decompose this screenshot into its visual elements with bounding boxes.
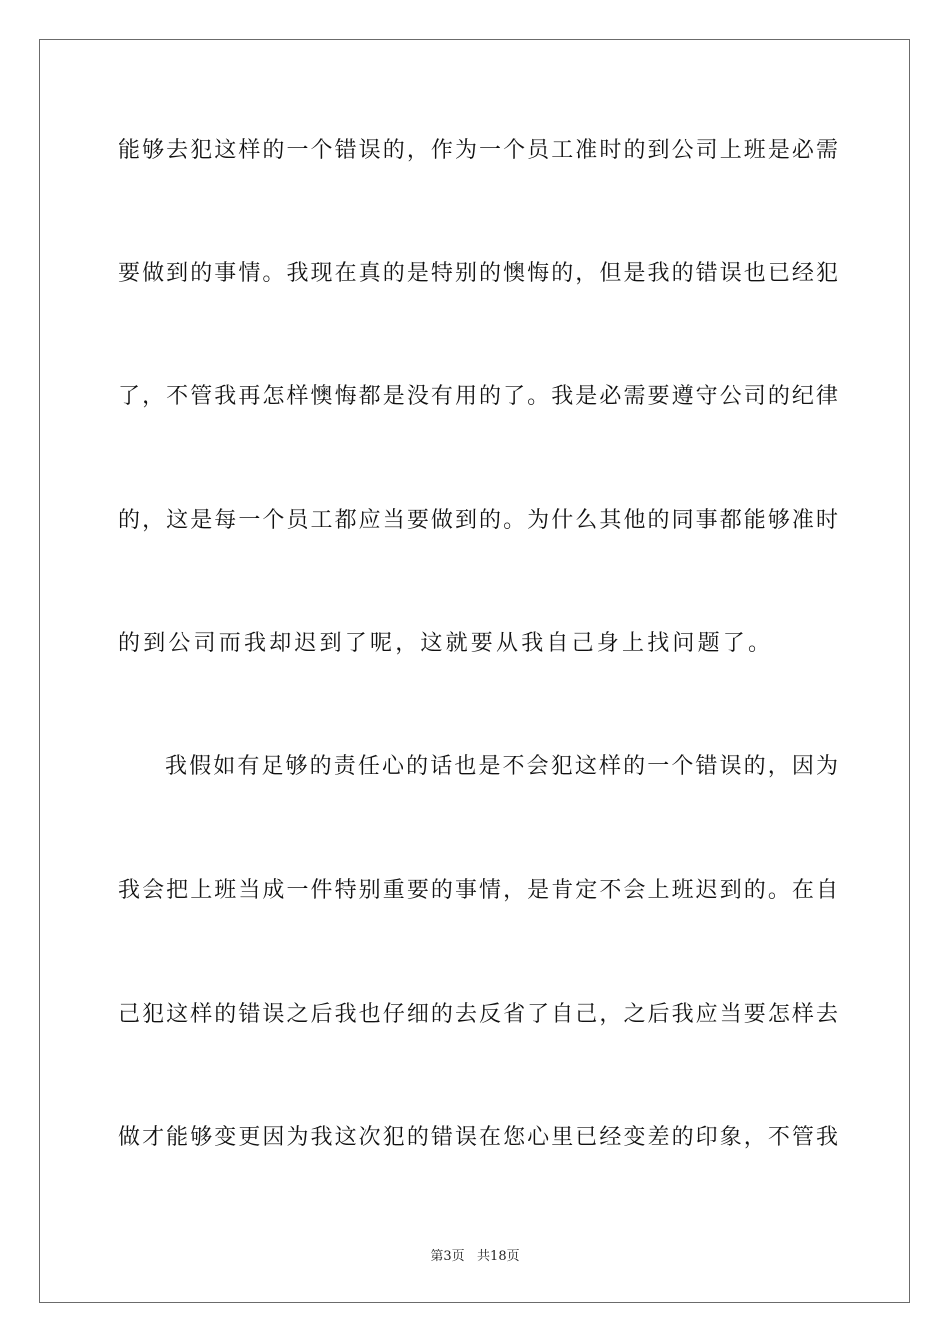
page-number-footer: 第3页 共18页: [430, 1249, 520, 1264]
body-text-line-4: 的，这是每一个员工都应当要做到的。为什么其他的同事都能够准时: [118, 508, 838, 533]
paragraph-2-first-line: 我假如有足够的责任心的话也是不会犯这样的一个错误的，因为: [165, 754, 838, 779]
body-text-line-7: 我会把上班当成一件特别重要的事情，是肯定不会上班迟到的。在自: [118, 878, 838, 903]
body-text-line-5: 的到公司而我却迟到了呢，这就要从我自己身上找问题了。: [118, 631, 774, 656]
body-text-line-1: 能够去犯这样的一个错误的，作为一个员工准时的到公司上班是必需: [118, 138, 838, 163]
body-text-line-8: 己犯这样的错误之后我也仔细的去反省了自己，之后我应当要怎样去: [118, 1002, 838, 1027]
body-text-line-9: 做才能够变更因为我这次犯的错误在您心里已经变差的印象，不管我: [118, 1125, 838, 1150]
body-text-line-3: 了，不管我再怎样懊悔都是没有用的了。我是必需要遵守公司的纪律: [118, 384, 838, 409]
page-border: [39, 39, 910, 1303]
body-text-line-2: 要做到的事情。我现在真的是特别的懊悔的，但是我的错误也已经犯: [118, 261, 838, 286]
